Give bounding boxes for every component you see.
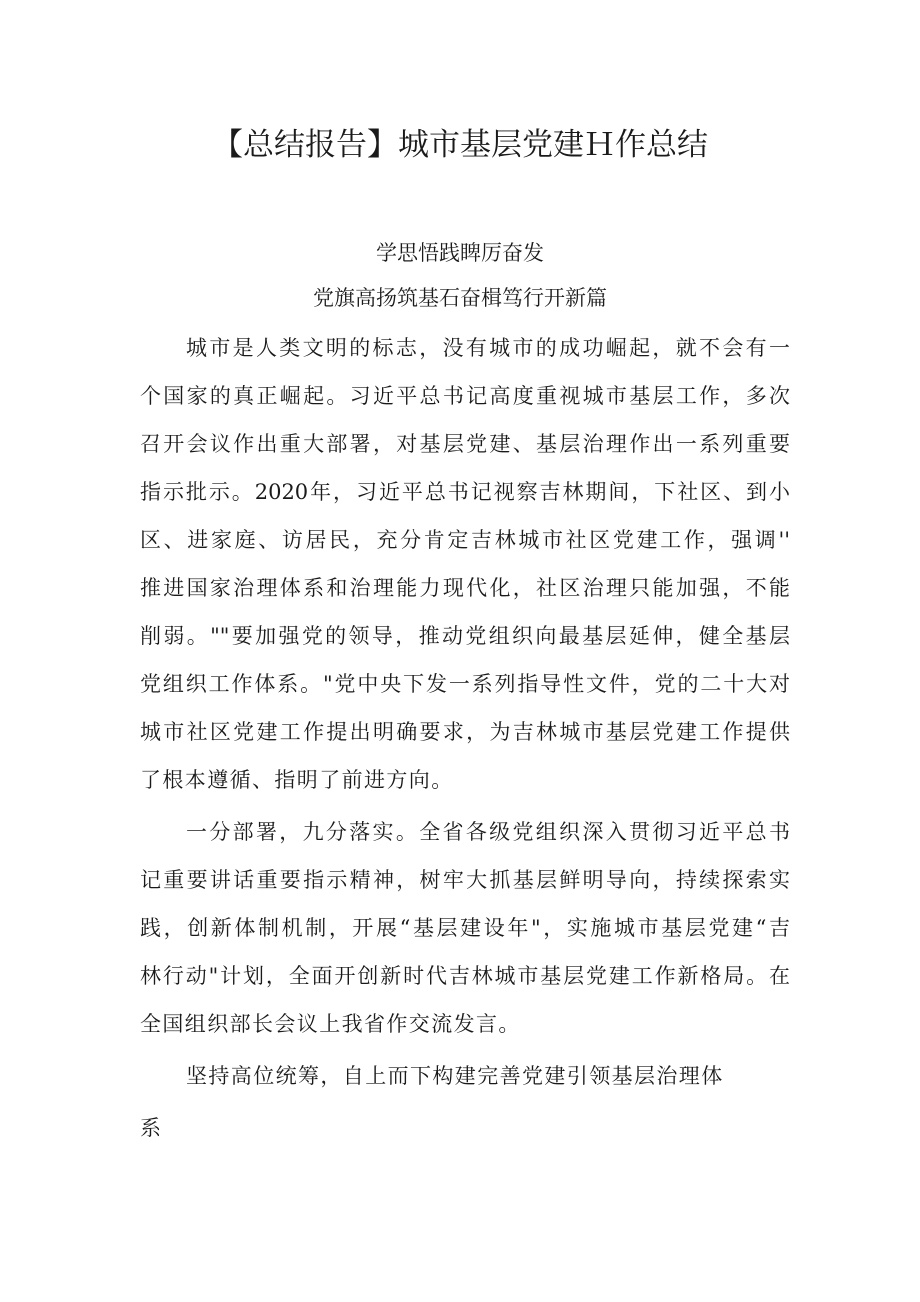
paragraph-line: 全国组织部长会议上我省作交流发言。 <box>140 1012 521 1036</box>
subtitle-line-2: 党旗高扬筑基石奋楫笃行开新篇 <box>313 286 607 310</box>
paragraph-line: 城市是人类文明的标志，没有城市的成功崛起，就不会有一 <box>186 336 790 360</box>
paragraph-line: 指示批示。2020年，习近平总书记视察吉林期间，下社区、到小 <box>140 480 790 504</box>
paragraph-line: 推进国家治理体系和治理能力现代化，社区治理只能加强，不能 <box>140 576 790 600</box>
paragraph-line: 城市社区党建工作提出明确要求，为吉林城市基层党建工作提供 <box>140 720 790 744</box>
paragraph-line: 系 <box>140 1116 163 1140</box>
paragraph-line: 坚持高位统筹，自上而下构建完善党建引领基层治理体 <box>186 1064 724 1088</box>
paragraph-line: 践，创新体制机制，开展“基层建设年"，实施城市基层党建“吉 <box>140 916 790 940</box>
paragraph-line: 个国家的真正崛起。习近平总书记高度重视城市基层工作，多次 <box>140 384 790 408</box>
paragraph-line: 一分部署，九分落实。全省各级党组织深入贯彻习近平总书 <box>186 820 790 844</box>
document-title: 【总结报告】城市基层党建Ｈ作总结 <box>212 127 708 163</box>
paragraph-line: 区、进家庭、访居民，充分肯定吉林城市社区党建工作，强调'' <box>140 528 790 552</box>
paragraph-line: 了根本遵循、指明了前进方向。 <box>140 768 454 792</box>
paragraph-line: 召开会议作出重大部署，对基层党建、基层治理作出一系列重要 <box>140 432 790 456</box>
paragraph-line: 削弱。""要加强党的领导，推动党组织向最基层延伸，健全基层 <box>140 624 790 648</box>
subtitle-line-1: 学思悟践睥厉奋发 <box>376 241 544 265</box>
paragraph-line: 党组织工作体系。"党中央下发一系列指导性文件，党的二十大对 <box>140 672 790 696</box>
paragraph-line: 记重要讲话重要指示精神，树牢大抓基层鲜明导向，持续探索实 <box>140 868 790 892</box>
paragraph-line: 林行动"计划，全面开创新时代吉林城市基层党建工作新格局。在 <box>140 964 790 988</box>
